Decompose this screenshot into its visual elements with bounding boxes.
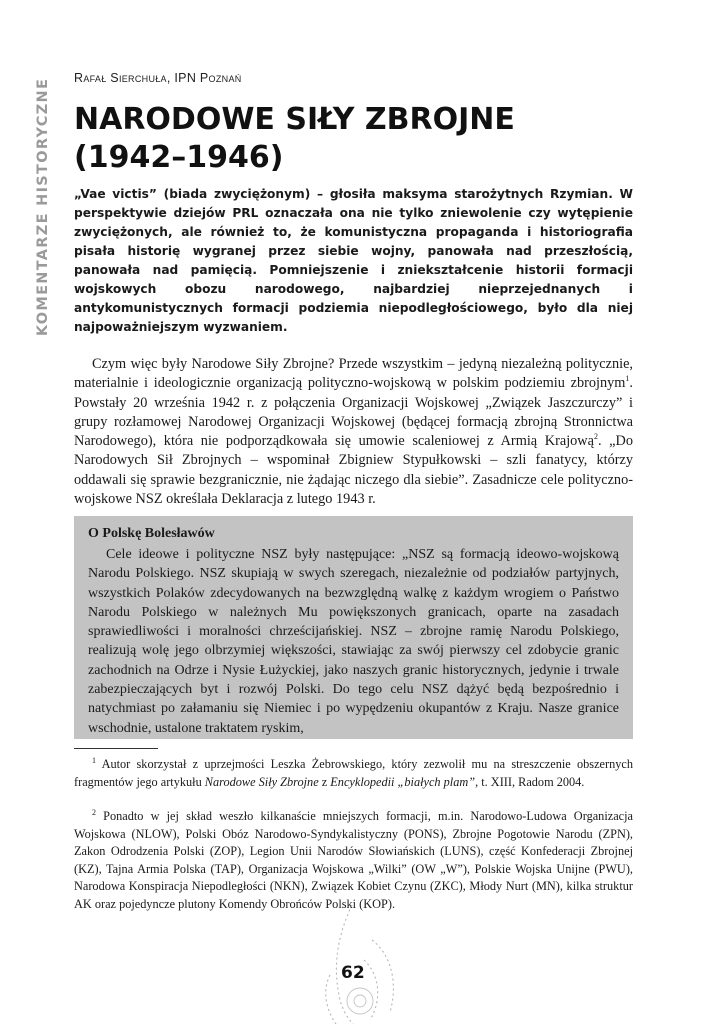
footnote-ref-1[interactable]: 1 bbox=[625, 374, 630, 384]
body-text-part-1: Czym więc były Narodowe Siły Zbrojne? Przede wszystkim – jedyną niezależną politycznie, materialnie i ideologicznie organizacją polityczno-wojskową w polskim podziemiu zbrojnym bbox=[74, 356, 633, 392]
footnote-2-text: Ponadto w jej skład weszło kilkanaście mniejszych formacji, m.in. Narodowo-Ludowa Organizacja Wojskowa (NLOW), Polski Obóz Narodowo-Syndykalistyczny (PONS), Zbrojne Pogotowie Narodu (ZPN), Zakon Odrodzenia Polski (ZOP), Legion Unii Narodów Słowiańskich (LUNS), część Konfederacji Zbrojnej (KZ), Tajna Armia Polska (TAP), Organizacja Wojskowa „Wilki” (OW „W”), Polskie Wojska Unijne (PWU), Narodowa Konspiracja Niepodległości (NKN), Związek Kobiet Czynu (ZKC), Młody Nurt (MN), kilka struktur AK oraz pojedyncze plutony Komendy Obrońców Polski (KOP). bbox=[74, 809, 633, 911]
page-number: 62 bbox=[341, 963, 365, 983]
article-title bbox=[74, 101, 515, 177]
sidebar-box bbox=[74, 516, 633, 739]
footnote-1-article-title: Narodowe Siły Zbrojne bbox=[204, 774, 319, 789]
footnote-2 bbox=[74, 808, 633, 913]
title-line-2: (1942–1946) bbox=[74, 140, 284, 175]
footnote-1-encyclopedia-title: Encyklopedii „białych plam” bbox=[330, 774, 476, 789]
body-text-part-3: . „Do Narodowych Sił Zbrojnych – wspominał Zbigniew Stypułkowski – szli fanatycy, którzy oddawali się sprawie bezgranicznie, nie żądając niczego dla siebie”. Zasadnicze cele polityczno-wojskowe NSZ określała Deklaracja z lutego 1943 r. bbox=[74, 433, 634, 508]
footnote-1 bbox=[74, 756, 633, 791]
footnote-1-text-post: , t. XIII, Radom 2004. bbox=[475, 774, 585, 789]
footnote-1-text-mid: z bbox=[318, 774, 331, 789]
title-line-1: NARODOWE SIŁY ZBROJNE bbox=[74, 102, 515, 137]
footnote-2-number: 2 bbox=[92, 807, 96, 817]
footnote-ref-2[interactable]: 2 bbox=[593, 432, 598, 442]
footnote-1-number: 1 bbox=[92, 755, 96, 765]
sidebar-box-title: O Polskę Bolesławów bbox=[88, 526, 215, 541]
footnote-divider bbox=[74, 748, 158, 749]
footnote-1-text-pre: Autor skorzystał z uprzejmości Leszka Żebrowskiego, który zezwolił mu na streszczenie obszernych fragmentów jego artykułu bbox=[74, 757, 633, 789]
body-text-part-2: . Powstały 20 września 1942 r. z połączenia Organizacji Wojskowej „Związek Jaszczurczy” i grupy rozłamowej Narodowej Organizacji Wojskowej (będącej formacją zbrojną Stronnictwa Narodowego), która nie podporządkowała się umowie scaleniowej z Armią Krajową bbox=[74, 375, 633, 450]
body-paragraph bbox=[74, 355, 633, 509]
section-side-label-text: KOMENTARZE HISTORYCZNE bbox=[35, 77, 51, 337]
lead-paragraph: „Vae victis” (biada zwyciężonym) – głosiła maksyma starożytnych Rzymian. W perspektywie dziejów PRL oznaczała ona nie tylko zniewolenie czy wytępienie zwyciężonych, ale również to, że komunistyczna propaganda i historiografia pisała historię wygranej przez siebie wojny, panowała nad przeszłością, panowała nad pamięcią. Pomniejszenie i zniekształcenie historii formacji wojskowych obozu narodowego, najbardziej nieprzejednanych i antykomunistycznych formacji podziemia niepodległościowego, było dla niej najpoważniejszym wyzwaniem. bbox=[74, 187, 633, 334]
section-side-label bbox=[30, 76, 56, 338]
author-line: Rafał Sierchuła, IPN Poznań bbox=[74, 71, 242, 85]
sidebar-box-text: Cele ideowe i polityczne NSZ były następujące: „NSZ są formacją ideowo-wojskową Narodu Polskiego. NSZ skupiają w swych szeregach, niezależnie od podziałów partyjnych, wszystkich Polaków zdecydowanych na bezwzględną walkę z każdym wrogiem o Państwo Narodu Polskiego w należnych Mu powiększonych granicach, oparte na zasadach sprawiedliwości i moralności chrześcijańskiej. NSZ – zbrojne ramię Narodu Polskiego, realizują wolę jego olbrzymiej większości, stawiając za swój pierwszy cel zdobycie granic zachodnich na Odrze i Nysie Łużyckiej, jako naszych granic historycznych, jedynie i trwale zabezpieczających byt i rozwój Polski. Do tego celu NSZ dążyć będą bezpośrednio i natychmiast po załamaniu się Niemiec i po wypędzeniu okupantów z Kraju. Nasze granice wschodnie, ustalone traktatem ryskim, bbox=[88, 547, 619, 736]
